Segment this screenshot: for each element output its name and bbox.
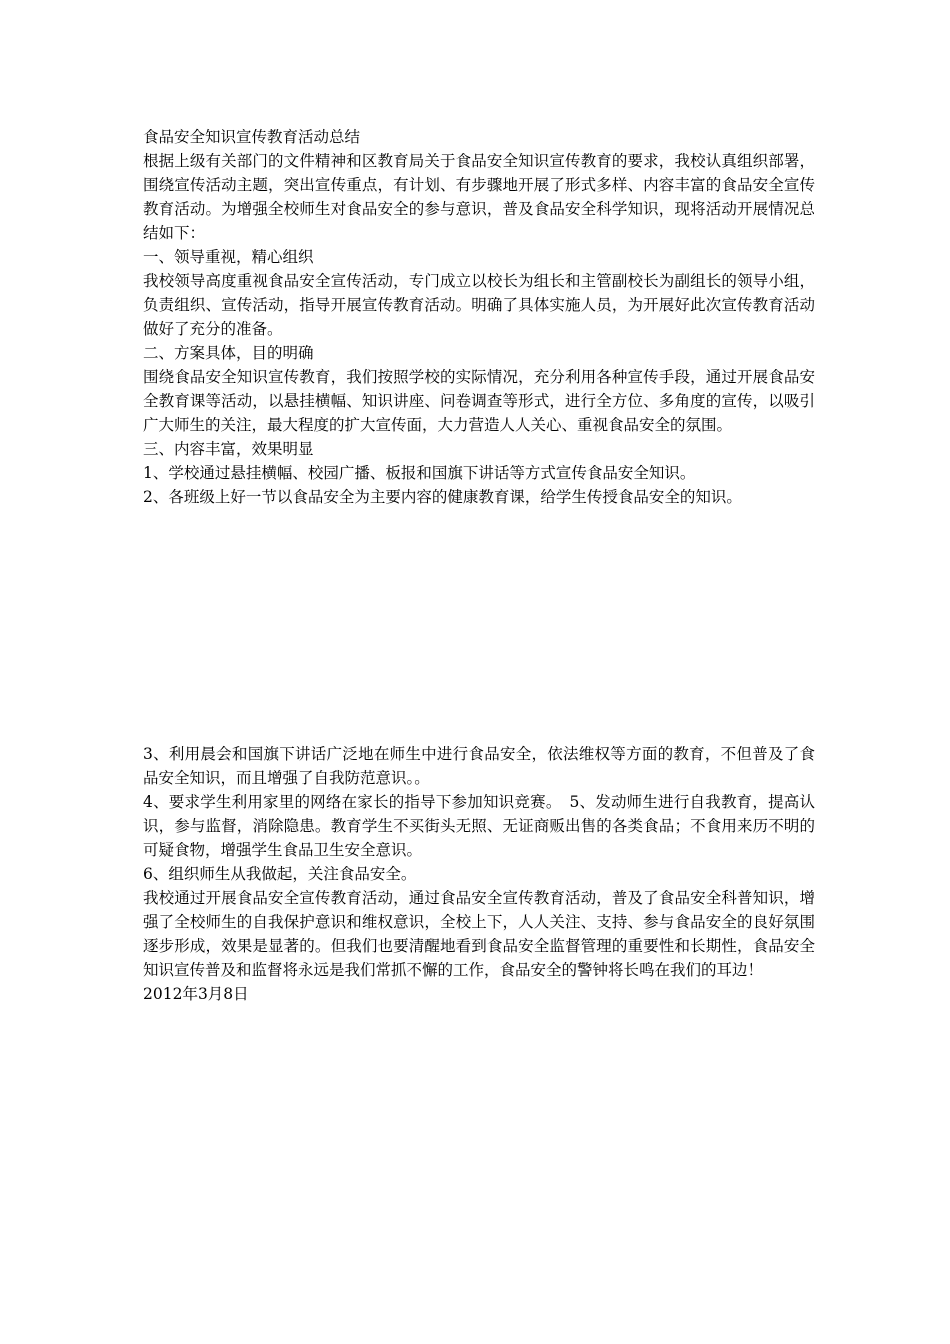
- list-item-2: 2、各班级上好一节以食品安全为主要内容的健康教育课，给学生传授食品安全的知识。: [143, 488, 742, 506]
- conclusion-paragraph: 我校通过开展食品安全宣传教育活动，通过食品安全宣传教育活动，普及了食品安全科普知识，增强了全校师生的自我保护意识和维权意识，全校上下，人人关注、支持、参与食品安全的良好氛围逐步形成，效果是显著的。但我们也要清醒地看到食品安全监督管理的重要性和长期性，食品安全知识宣传普及和监督将永远是我们常抓不懈的工作，食品安全的警钟将长鸣在我们的耳边！: [143, 889, 815, 979]
- section-body-1: 我校领导高度重视食品安全宣传活动，专门成立以校长为组长和主管副校长为副组长的领导小组，负责组织、宣传活动，指导开展宣传教育活动。明确了具体实施人员，为开展好此次宣传教育活动做好了充分的准备。: [143, 272, 815, 338]
- document-title: 食品安全知识宣传教育活动总结: [143, 128, 361, 146]
- list-item-1: 1、学校通过悬挂横幅、校园广播、板报和国旗下讲话等方式宣传食品安全知识。: [143, 464, 696, 482]
- document-body-bottom: [143, 742, 815, 1006]
- list-item-3: 3、利用晨会和国旗下讲话广泛地在师生中进行食品安全，依法维权等方面的教育，不但普及了食品安全知识，而且增强了自我防范意识。。: [143, 745, 815, 787]
- section-heading-1: 一、领导重视，精心组织: [143, 248, 314, 266]
- list-item-4-5: 4、要求学生利用家里的网络在家长的指导下参加知识竞赛。 5、发动师生进行自我教育，提高认识，参与监督，消除隐患。教育学生不买街头无照、无证商贩出售的各类食品；不食用来历不明的可疑食物，增强学生食品卫生安全意识。: [143, 793, 815, 859]
- document-body-top: [143, 125, 815, 509]
- section-body-2: 围绕食品安全知识宣传教育，我们按照学校的实际情况，充分利用各种宣传手段，通过开展食品安全教育课等活动，以悬挂横幅、知识讲座、问卷调查等形式，进行全方位、多角度的宣传，以吸引广大师生的关注，最大程度的扩大宣传面，大力营造人人关心、重视食品安全的氛围。: [143, 368, 815, 434]
- list-item-6: 6、组织师生从我做起，关注食品安全。: [143, 865, 417, 883]
- document-date: 2012年3月8日: [143, 985, 249, 1003]
- intro-paragraph: 根据上级有关部门的文件精神和区教育局关于食品安全知识宣传教育的要求，我校认真组织部署，围绕宣传活动主题，突出宣传重点，有计划、有步骤地开展了形式多样、内容丰富的食品安全宣传教育活动。为增强全校师生对食品安全的参与意识，普及食品安全科学知识，现将活动开展情况总结如下：: [143, 152, 815, 242]
- section-heading-3: 三、内容丰富，效果明显: [143, 440, 314, 458]
- section-heading-2: 二、方案具体，目的明确: [143, 344, 314, 362]
